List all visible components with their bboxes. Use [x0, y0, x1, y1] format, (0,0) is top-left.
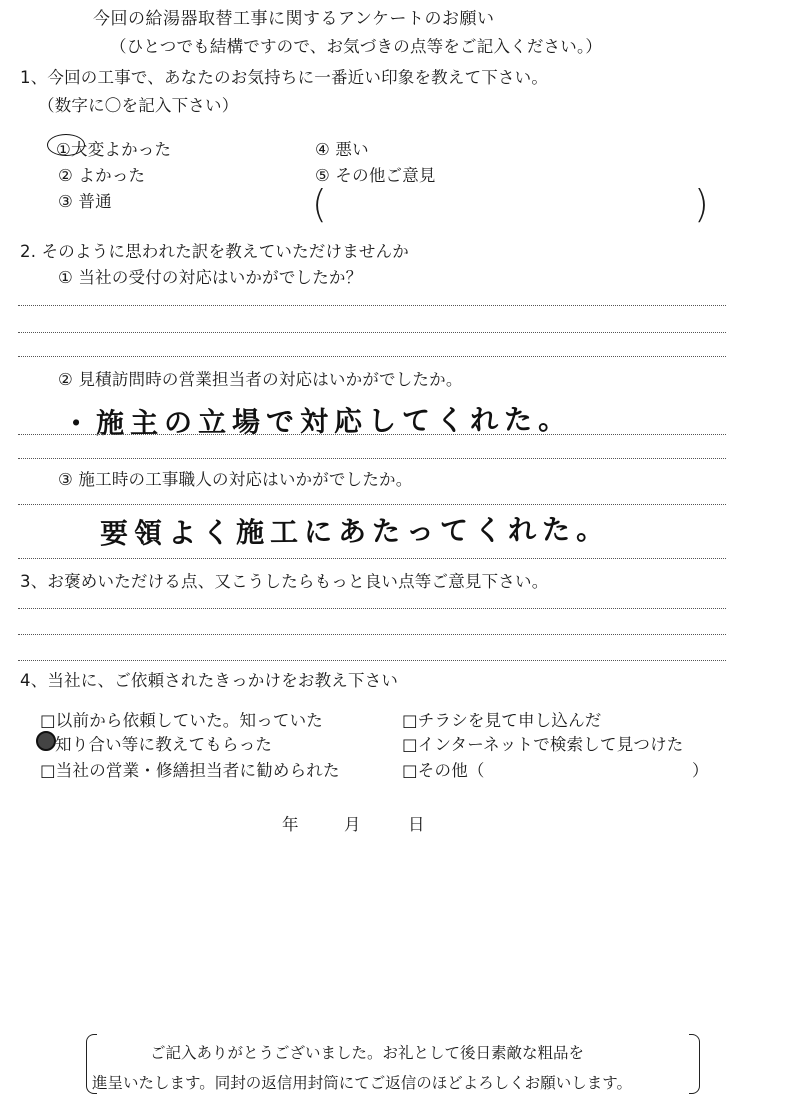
q3-question: 3、お褒めいただける点、又こうしたらもっと良い点等ご意見下さい。 [20, 572, 549, 591]
answer-line[interactable] [18, 608, 726, 609]
q2-sub2: ② 見積訪問時の営業担当者の対応はいかがでしたか。 [58, 370, 463, 389]
answer-line[interactable] [18, 356, 726, 357]
date-year-label: 年 [282, 815, 299, 834]
q1-option-4[interactable]: ④ 悪い [315, 140, 369, 159]
answer-line[interactable] [18, 434, 726, 435]
q1-option-2[interactable]: ② よかった [58, 166, 146, 185]
q4-option-4[interactable]: □チラシを見て申し込んだ [402, 711, 602, 730]
handwritten-answer-2: ・施主の立場で対応してくれた。 [61, 402, 573, 441]
q1-option-1[interactable]: ①大変よかった [56, 140, 172, 159]
answer-line[interactable] [18, 660, 726, 661]
answer-line[interactable] [18, 458, 726, 459]
q1-option-3[interactable]: ③ 普通 [58, 192, 112, 211]
q4-option-6[interactable]: □その他（ [402, 761, 485, 780]
survey-subtitle: （ひとつでも結構ですので、お気づきの点等をご記入ください。） [110, 37, 603, 56]
q4-other-close-paren: ） [692, 761, 709, 780]
date-month-label: 月 [344, 815, 361, 834]
q1-other-paren-close: ) [694, 182, 709, 226]
answer-line[interactable] [18, 558, 726, 559]
q1-instruction: （数字に〇を記入下さい） [38, 96, 239, 115]
q2-question: 2. そのように思われた訳を教えていただけませんか [20, 242, 409, 261]
q1-option-5[interactable]: ⑤ その他ご意見 [315, 166, 436, 185]
answer-line[interactable] [18, 504, 726, 505]
footer-line-1: ご記入ありがとうございました。お礼として後日素敵な粗品を [150, 1044, 585, 1062]
q4-option-1[interactable]: □以前から依頼していた。知っていた [40, 711, 323, 730]
q4-question: 4、当社に、ご依頼されたきっかけをお教え下さい [20, 671, 399, 690]
q4-option-2[interactable]: 知り合い等に教えてもらった [55, 735, 273, 754]
survey-title: 今回の給湯器取替工事に関するアンケートのお願い [93, 9, 495, 29]
checked-checkbox-icon[interactable] [36, 731, 56, 751]
q1-question: 1、今回の工事で、あなたのお気持ちに一番近い印象を教えて下さい。 [20, 68, 549, 87]
footer-line-2: 進呈いたします。同封の返信用封筒にてご返信のほどよろしくお願いします。 [92, 1074, 633, 1092]
answer-line[interactable] [18, 332, 726, 333]
q2-sub1: ① 当社の受付の対応はいかがでしたか？ [58, 268, 363, 287]
q2-sub3: ③ 施工時の工事職人の対応はいかがでしたか。 [58, 470, 413, 489]
q1-other-paren-open: ( [312, 182, 327, 226]
footer-bracket-right [689, 1034, 700, 1094]
answer-line[interactable] [18, 634, 726, 635]
date-day-label: 日 [408, 815, 425, 834]
q4-option-5[interactable]: □インターネットで検索して見つけた [402, 735, 684, 754]
q4-option-3[interactable]: □当社の営業・修繕担当者に勧められた [40, 761, 340, 780]
answer-line[interactable] [18, 305, 726, 306]
handwritten-answer-3: 要領よく施工にあたってくれた。 [99, 512, 611, 551]
